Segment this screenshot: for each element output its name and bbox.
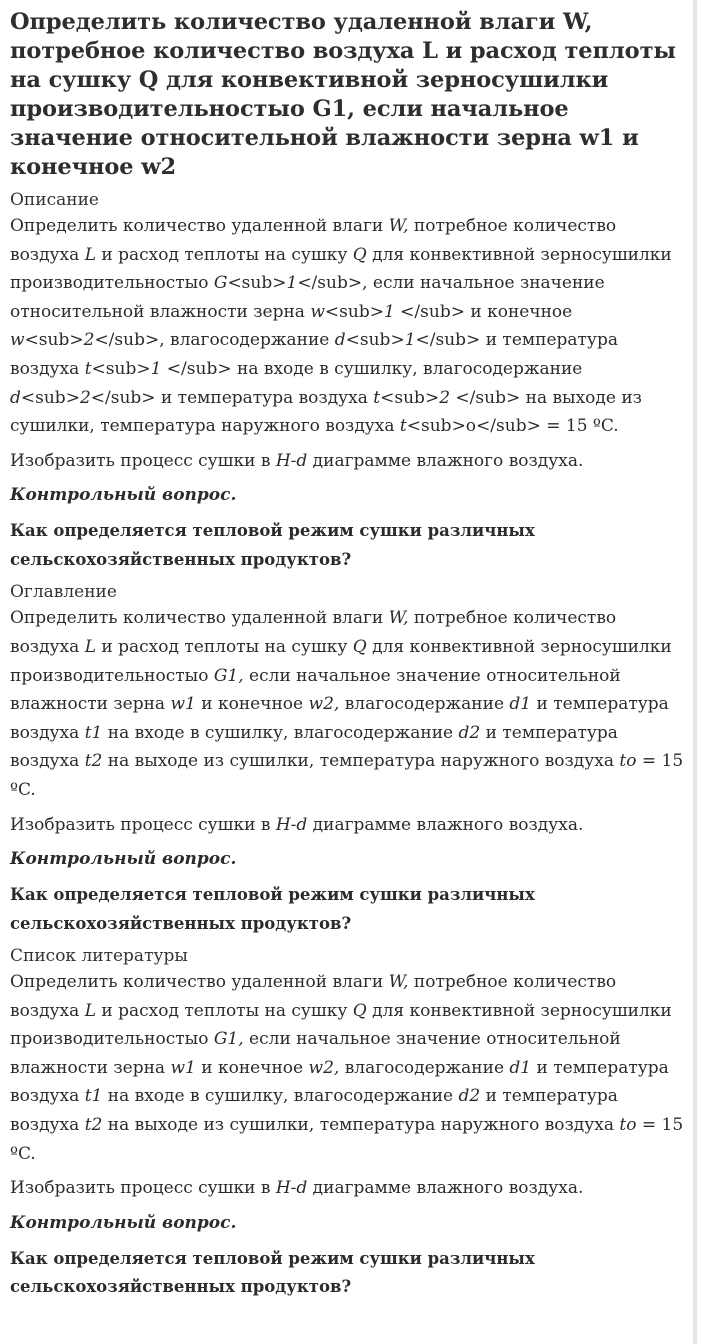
- text: для конвективной зерносушилки производительностыо: [10, 1000, 672, 1050]
- task-paragraph: [10, 968, 690, 1168]
- task-paragraph: [10, 604, 690, 804]
- var: t2: [84, 1115, 103, 1136]
- text: и температура воздуха: [155, 387, 374, 408]
- text: и температура воздуха: [10, 694, 669, 743]
- text: и расход теплоты на сушку: [95, 244, 353, 265]
- var: Q: [352, 244, 367, 265]
- text: , если начальное значение относительной влажности зерна: [10, 273, 605, 322]
- text: потребное количество воздуха: [10, 608, 617, 657]
- text: влагосодержание: [339, 694, 510, 715]
- text: <sub>: [380, 387, 440, 408]
- diagram-paragraph: [10, 1174, 690, 1203]
- var: H-d: [275, 814, 308, 835]
- text: = 15 ºC.: [10, 1115, 684, 1164]
- var: 2: [79, 387, 91, 408]
- diagram-paragraph: [10, 447, 690, 476]
- text: и температура воздуха: [10, 330, 618, 379]
- var: w1: [170, 694, 196, 715]
- text: и конечное: [464, 301, 573, 322]
- var: 1: [150, 358, 162, 379]
- text: <sub>: [324, 301, 384, 322]
- var: w: [10, 330, 25, 351]
- text: </sub>: [415, 330, 481, 351]
- text: Определить количество удаленной влаги: [10, 608, 389, 629]
- text: Определить количество удаленной влаги: [10, 216, 389, 236]
- var: t1: [84, 722, 103, 743]
- var: G: [213, 273, 228, 294]
- question-text: Как определяется тепловой режим сушки различных сельскохозяйственных продуктов?: [10, 521, 535, 569]
- text: Изобразить процесс сушки в: [10, 814, 276, 835]
- text: на выходе из сушилки, температура наружного воздуха: [102, 1115, 620, 1136]
- text: </sub>: [90, 387, 156, 408]
- var: w2,: [308, 694, 340, 715]
- var: d2: [458, 1086, 481, 1107]
- var: W,: [388, 608, 409, 629]
- text: потребное количество воздуха: [10, 216, 617, 265]
- question-label: Контрольный вопрос.: [10, 1212, 237, 1233]
- var: w2,: [308, 1057, 340, 1078]
- text: и температура воздуха: [10, 1086, 618, 1136]
- text: диаграмме влажного воздуха.: [307, 1178, 584, 1199]
- text: </sub>: [161, 358, 232, 379]
- var: t: [373, 387, 381, 408]
- text: <sub>: [24, 330, 84, 351]
- var: w1: [170, 1057, 196, 1078]
- text: и расход теплоты на сушку: [95, 636, 353, 657]
- text: и конечное: [195, 1057, 309, 1078]
- var: t: [84, 358, 92, 379]
- var: W,: [388, 972, 409, 993]
- text: влагосодержание: [339, 1057, 510, 1078]
- text: и конечное: [195, 694, 309, 715]
- text: </sub>: [394, 301, 465, 322]
- var: to: [619, 751, 637, 772]
- var: t: [399, 416, 407, 437]
- text: , влагосодержание: [159, 330, 335, 351]
- text: и расход теплоты на сушку: [95, 1000, 353, 1021]
- text: диаграмме влажного воздуха.: [307, 450, 584, 471]
- var: H-d: [275, 1178, 308, 1199]
- text: <sub>: [20, 387, 80, 408]
- text: и температура воздуха: [10, 722, 618, 772]
- question-text: Как определяется тепловой режим сушки различных сельскохозяйственных продуктов?: [10, 1248, 535, 1297]
- text: потребное количество воздуха: [10, 972, 617, 1021]
- text: <sub>o</sub>: [406, 416, 541, 437]
- var: t1: [84, 1086, 103, 1107]
- text: Определить количество удаленной влаги: [10, 972, 389, 993]
- section-label: Описание: [10, 190, 99, 210]
- var: t2: [84, 751, 103, 772]
- section-label: Оглавление: [10, 582, 117, 603]
- text: на входе в сушилку, влагосодержание: [231, 358, 583, 379]
- var: Q: [352, 1000, 367, 1021]
- var: d: [334, 330, 346, 351]
- text: </sub>: [450, 387, 521, 408]
- text: на входе в сушилку, влагосодержание: [102, 722, 459, 743]
- task-paragraph: [10, 212, 690, 441]
- var: Q: [352, 636, 367, 657]
- var: G1,: [213, 1029, 244, 1050]
- var: 1: [404, 330, 416, 351]
- text: на выходе из сушилки, температура наружного воздуха: [10, 387, 642, 437]
- var: to: [619, 1115, 637, 1136]
- var: d2: [458, 722, 481, 743]
- text: если начальное значение относительной влажности зерна: [10, 665, 621, 715]
- question-text: Как определяется тепловой режим сушки различных сельскохозяйственных продуктов?: [10, 885, 535, 933]
- var: d1: [509, 694, 532, 715]
- text: Изобразить процесс сушки в: [10, 450, 276, 471]
- text: <sub>: [91, 358, 151, 379]
- var: L: [84, 636, 96, 657]
- var: d: [10, 387, 21, 408]
- var: H-d: [275, 450, 308, 471]
- text: и температура воздуха: [10, 1057, 669, 1107]
- var: 2: [439, 387, 451, 408]
- text: = 15 ºC.: [540, 416, 619, 437]
- question-label: Контрольный вопрос.: [10, 849, 237, 870]
- section-references: [10, 944, 693, 1302]
- text: на выходе из сушилки, температура наружного воздуха: [102, 751, 620, 772]
- text: Изобразить процесс сушки в: [10, 1178, 276, 1199]
- var: 2: [83, 330, 95, 351]
- var: w: [310, 301, 325, 322]
- text: <sub>: [345, 330, 405, 351]
- text: если начальное значение относительной влажности зерна: [10, 1029, 621, 1078]
- text: <sub>: [227, 273, 287, 294]
- var: 1: [383, 301, 395, 322]
- text: </sub>: [94, 330, 160, 351]
- diagram-paragraph: [10, 811, 690, 840]
- text: = 15 ºC.: [10, 751, 684, 800]
- var: 1: [286, 273, 298, 294]
- var: L: [84, 1000, 96, 1021]
- text: на входе в сушилку, влагосодержание: [102, 1086, 459, 1107]
- var: W,: [388, 216, 409, 236]
- section-label: Список литературы: [10, 946, 188, 967]
- text: диаграмме влажного воздуха.: [307, 814, 584, 835]
- section-contents: [10, 580, 693, 938]
- text: для конвективной зерносушилки производительностыо: [10, 244, 672, 294]
- var: d1: [509, 1057, 532, 1078]
- question-label: Контрольный вопрос.: [10, 485, 237, 506]
- page-title: Определить количество удаленной влаги W, потребное количество воздуха L и расход теплоты на сушку Q для конвективной зерносушилки производительностыо G1, если начальное значение относительной влажности зерна w1 и конечное w2: [10, 9, 676, 180]
- var: L: [84, 244, 96, 265]
- var: G1,: [213, 665, 244, 686]
- section-description: [10, 188, 693, 574]
- text: для конвективной зерносушилки производительностыо: [10, 636, 672, 686]
- text: </sub>: [297, 273, 363, 294]
